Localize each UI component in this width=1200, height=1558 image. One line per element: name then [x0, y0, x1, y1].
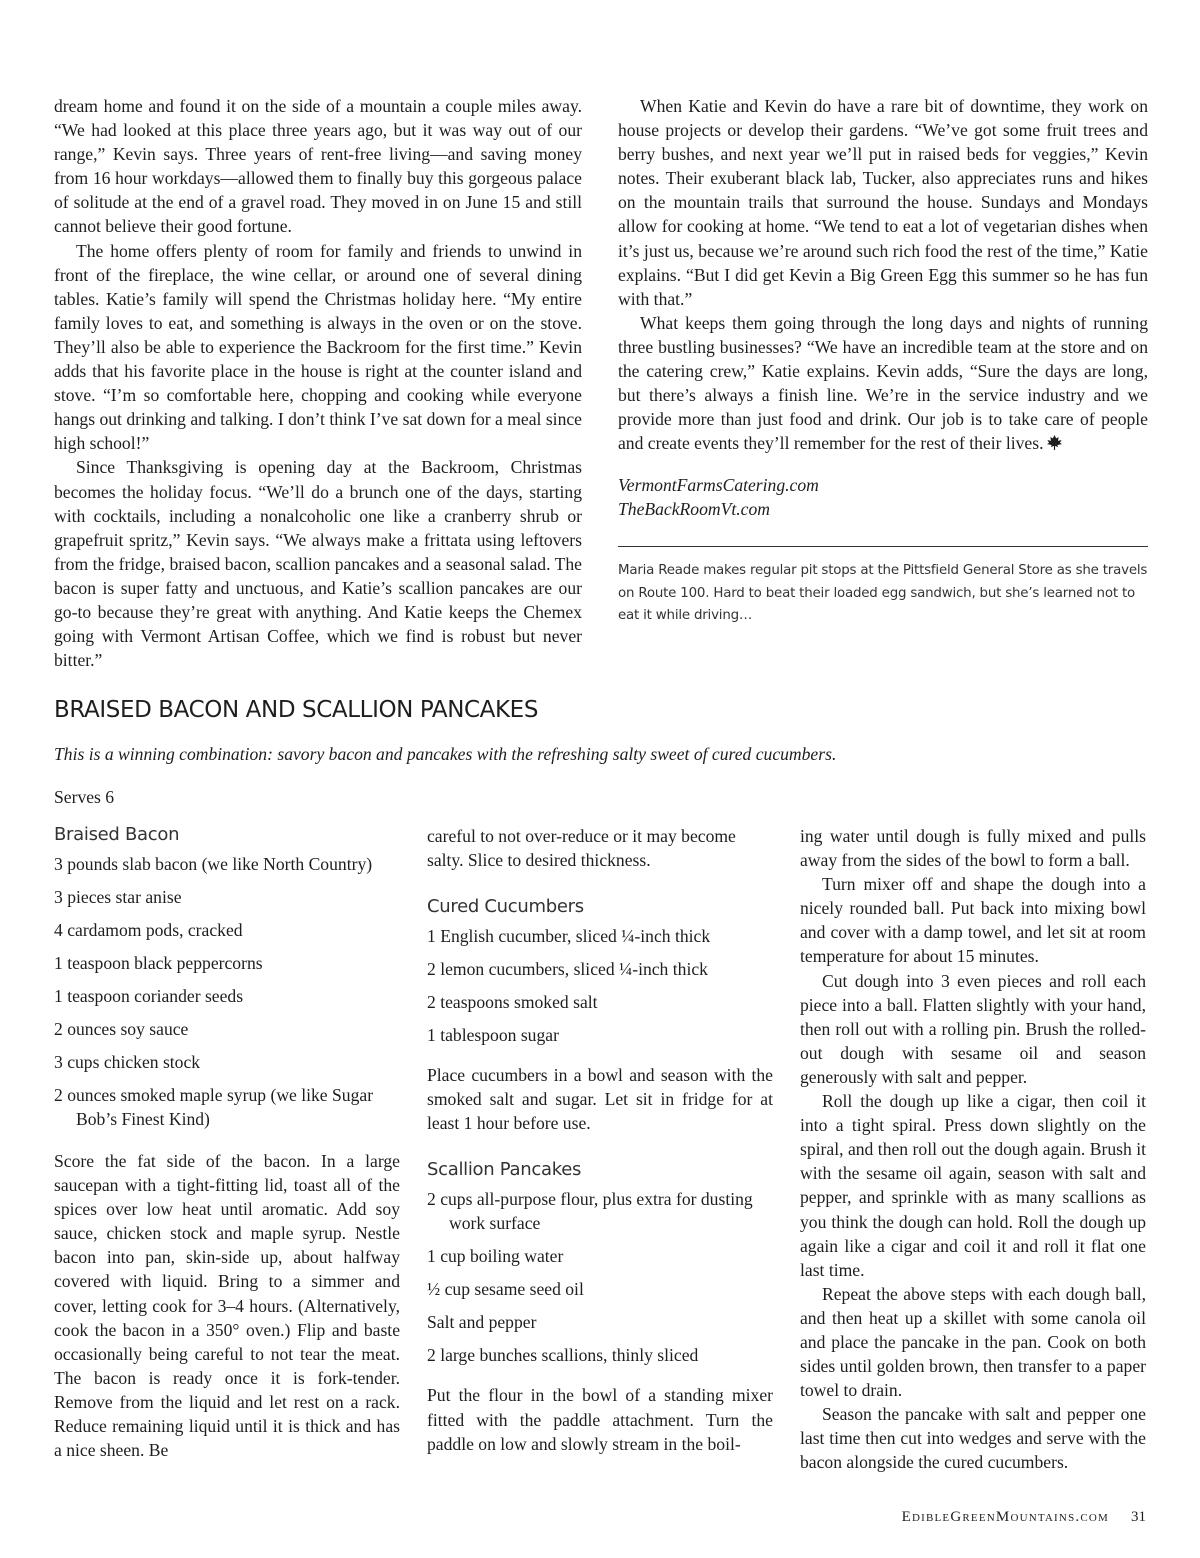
ingredient-item: 3 pounds slab bacon (we like North Country) [54, 854, 373, 874]
scallion-pancakes-method: Put the flour in the bowl of a standing mixer fitted with the paddle attachment. Turn the paddle on low and slowly stream in the boil- [427, 1385, 773, 1454]
maple-leaf-icon [1046, 435, 1063, 450]
bio-divider [618, 546, 1148, 547]
scallion-pancakes-step: Roll the dough up like a cigar, then coil it into a tight spiral. Press down slightly on the spiral, and then roll out the dough again. Brush it with the sesame oil again, season with salt and pepper, and sprinkle with as many scallions as you think the dough can hold. Roll the dough up again like a cigar and coil it and roll it flat one last time. [800, 1091, 1146, 1280]
ingredient-item: ½ cup sesame seed oil [427, 1279, 584, 1300]
article-paragraph: dream home and found it on the side of a mountain a couple miles away. “We had looked at this place three years ago, but it was way out of our range,” Kevin says. Three years of rent-free living—and saving money from 16 hour workdays—allowed them to finally buy this gorgeous palace of solitude at the end of a gravel road. They moved in on June 15 and still cannot believe their good fortune. [54, 96, 582, 237]
ingredient-item: 4 cardamom pods, cracked [54, 920, 243, 940]
article-left-column [54, 94, 582, 672]
article-paragraph: When Katie and Kevin do have a rare bit of downtime, they work on house projects or develop their gardens. “We’ve got some fruit trees and berry bushes, and next year we’ll put in raised beds for veggies,” Kevin notes. Their exuberant black lab, Tucker, also appreciates runs and hikes on the mountain trails that surround the house. Sundays and Mondays allow for cooking at home. “We tend to eat a lot of vegetarian dishes when it’s just us, because we’re around such rich food the rest of the time,” Katie explains. “But I did get Kevin a Big Green Egg this summer so he has fun with that.” [618, 96, 1148, 309]
scallion-pancakes-method-continued: ing water until dough is fully mixed and pulls away from the sides of the bowl to form a ball. [800, 826, 1146, 871]
cured-cucumbers-heading: Cured Cucumbers [427, 896, 584, 918]
ingredient-item: 2 teaspoons smoked salt [427, 992, 598, 1013]
website-link[interactable]: TheBackRoomVt.com [618, 499, 770, 520]
braised-bacon-heading: Braised Bacon [54, 824, 180, 845]
braised-bacon-ingredients [54, 852, 400, 1131]
recipe-intro: This is a winning combination: savory bacon and pancakes with the refreshing salty sweet of cured cucumbers. [54, 744, 837, 764]
ingredient-item: 2 large bunches scallions, thinly sliced [427, 1345, 699, 1366]
website-link[interactable]: VermontFarmsCatering.com [618, 475, 819, 496]
ingredient-item: 3 cups chicken stock [54, 1052, 201, 1072]
footer-site[interactable]: EdibleGreenMountains.com [901, 1509, 1109, 1525]
author-bio: Maria Reade makes regular pit stops at the Pittsfield General Store as she travels on Route 100. Hard to beat their loaded egg sandwich, but she’s learned not to eat it while driving… [618, 563, 1148, 624]
scallion-pancakes-step: Season the pancake with salt and pepper one last time then cut into wedges and serve with the bacon alongside the cured cucumbers. [800, 1404, 1146, 1473]
scallion-pancakes-ingredients [427, 1187, 773, 1367]
website-links [618, 473, 1148, 521]
article-paragraph: Since Thanksgiving is opening day at the Backroom, Christmas becomes the holiday focus. “We’ll do a brunch one of the days, starting with cocktails, including a nonalcoholic one like a cranberry shrub or grapefruit spritz,” Kevin says. “We always make a frittata using leftovers from the fridge, braised bacon, scallion pancakes and a seasonal salad. The bacon is super fatty and unctuous, and Katie’s scallion pancakes are our go-to because they’re great with anything. And Katie keeps the Chemex going with Vermont Artisan Coffee, which we find is robust but never bitter.” [54, 457, 582, 671]
recipe-column-1 [54, 824, 400, 1462]
recipe-column-2 [427, 824, 773, 1456]
ingredient-item: 3 pieces star anise [54, 887, 182, 907]
article-paragraph: The home offers plenty of room for family and friends to unwind in front of the fireplace, the wine cellar, or around one of several dining tables. Katie’s family will spend the Christmas holiday here. “My entire family loves to eat, and something is always in the oven or on the stove. They’ll also be able to experience the Backroom for the first time.” Kevin adds that his favorite place in the house is right at the counter island and stove. “I’m so comfortable here, chopping and cooking while everyone hangs out drinking and talking. I don’t think I’ve sat down for a meal since high school!” [54, 240, 582, 454]
scallion-pancakes-heading: Scallion Pancakes [427, 1159, 582, 1181]
braised-bacon-method-continued: careful to not over-reduce or it may become salty. Slice to desired thickness. [427, 826, 736, 871]
cured-cucumbers-method: Place cucumbers in a bowl and season with the smoked salt and sugar. Let sit in fridge for at least 1 hour before use. [427, 1065, 773, 1134]
page-footer [902, 1509, 1146, 1526]
recipe-column-3 [800, 824, 1146, 1475]
article-closing-text: What keeps them going through the long days and nights of running three bustling businesses? “We have an incredible team at the store and on the catering crew,” Katie explains. Kevin adds, “Sure the days are long, but there’s always a finish line. We’re in the service industry and we provide more than just food and drink. Our job is to take care of people and create events they’ll remember for the rest of their lives. [618, 312, 1148, 454]
ingredient-item: 1 teaspoon black peppercorns [54, 953, 263, 973]
ingredient-item: 1 English cucumber, sliced ¼-inch thick [427, 926, 711, 947]
recipe-title: BRAISED BACON AND SCALLION PANCAKES [54, 697, 539, 723]
ingredient-item: 2 ounces soy sauce [54, 1019, 189, 1039]
article-right-column [618, 94, 1148, 628]
scallion-pancakes-step: Turn mixer off and shape the dough into a nicely rounded ball. Put back into mixing bowl and cover with a damp towel, and let sit at room temperature for about 15 minutes. [800, 874, 1146, 967]
ingredient-item: 2 cups all-purpose flour, plus extra for dusting work surface [427, 1189, 753, 1234]
article-paragraph [618, 311, 1148, 456]
scallion-pancakes-step: Repeat the above steps with each dough ball, and then heat up a skillet with some canola oil and place the pancake in the pan. Cook on both sides until golden brown, then transfer to a paper towel to drain. [800, 1283, 1146, 1401]
ingredient-item: 1 tablespoon sugar [427, 1025, 559, 1046]
braised-bacon-method: Score the fat side of the bacon. In a large saucepan with a tight-fitting lid, toast all of the spices over low heat until aromatic. Add soy sauce, chicken stock and maple syrup. Nestle bacon into pan, skin-side up, about halfway covered with liquid. Bring to a simmer and cover, letting cook for 3–4 hours. (Alternatively, cook the bacon in a 350° oven.) Flip and baste occasionally being careful to not tear the meat. The bacon is ready once it is fork-tender. Remove from the liquid and let rest on a rack. Reduce remaining liquid until it is thick and has a nice sheen. Be [54, 1151, 400, 1461]
scallion-pancakes-step: Cut dough into 3 even pieces and roll each piece into a ball. Flatten slightly with your hand, then roll out with a rolling pin. Brush the rolled-out dough with sesame oil and season generously with salt and pepper. [800, 970, 1146, 1087]
ingredient-item: 1 teaspoon coriander seeds [54, 986, 244, 1006]
ingredient-item: 2 lemon cucumbers, sliced ¼-inch thick [427, 959, 708, 980]
recipe-serves: Serves 6 [54, 787, 115, 807]
cured-cucumbers-ingredients [427, 924, 773, 1047]
ingredient-item: Salt and pepper [427, 1312, 537, 1333]
page-number: 31 [1131, 1509, 1146, 1525]
ingredient-item: 1 cup boiling water [427, 1246, 564, 1267]
ingredient-item: 2 ounces smoked maple syrup (we like Sugar Bob’s Finest Kind) [54, 1085, 374, 1129]
